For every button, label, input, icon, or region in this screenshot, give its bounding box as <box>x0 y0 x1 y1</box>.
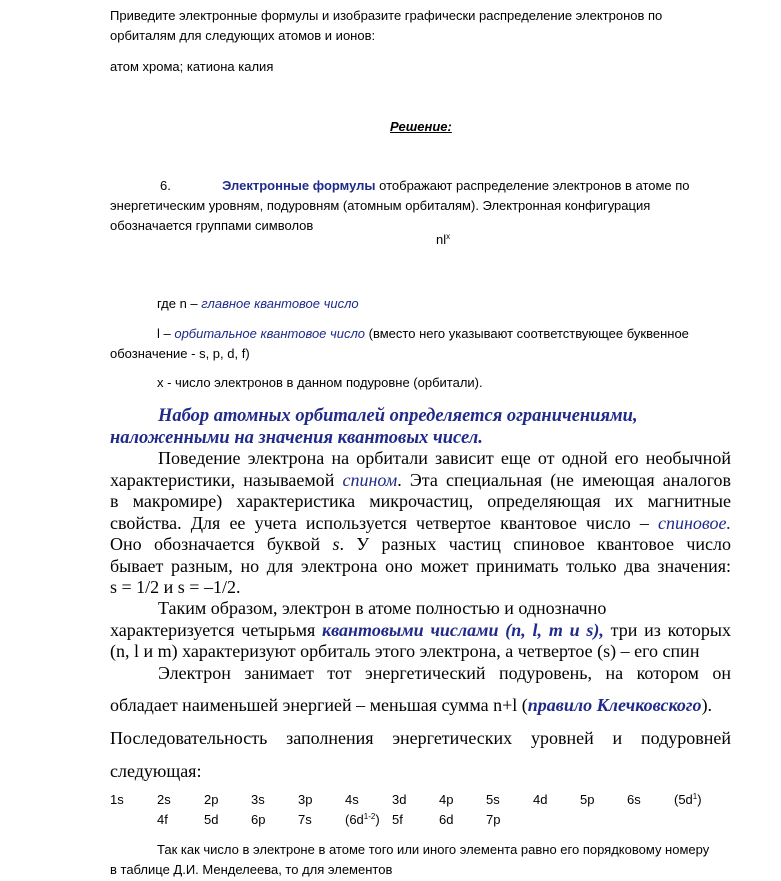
sequence-item: 6p <box>251 812 266 827</box>
legend-n <box>157 294 359 314</box>
legend-l-prefix: l – <box>157 326 175 341</box>
spin-line-6: бывает разным, но для электрона оно может принимать только два значения: <box>110 555 731 576</box>
sequence-item-6d-close: ) <box>375 812 380 827</box>
legend-l-rest: (вместо него указывают соответствующее буквенное <box>365 326 689 341</box>
qn-line-5 <box>110 694 731 716</box>
item-6-line-3: обозначается группами символов <box>110 218 314 233</box>
qn-line-4: Электрон занимает тот энергетический подуровень, на котором он <box>158 662 731 683</box>
spin-line-2 <box>110 470 731 492</box>
sequence-item-5d-close: ) <box>697 792 702 807</box>
qn-line-2c: три из которых <box>603 619 731 640</box>
spin-line-5c: . У разных частиц спиновое квантовое число <box>339 534 731 554</box>
qn-line-2a: характеризуется четырьмя <box>110 619 323 640</box>
sequence-item: 5s <box>486 792 500 807</box>
spin-line-2a: характеристики, называемой <box>110 469 343 490</box>
legend-l <box>110 324 689 364</box>
qn-line-5c: ). <box>701 695 713 715</box>
sequence-item: 3p <box>298 792 313 807</box>
orbital-qn-term: орбитальное квантовое число <box>174 326 366 341</box>
task-line-1: Приведите электронные формулы и изобразите графически распределение электронов по <box>110 8 663 23</box>
sequence-row-1 <box>0 790 781 810</box>
electron-formulas-term: Электронные формулы <box>222 178 376 193</box>
sequence-item: 3d <box>392 792 407 807</box>
sequence-item-5d-base: (5d <box>674 792 693 807</box>
formula-base: nl <box>436 232 447 247</box>
legend-x: х - число электронов в данном подуровне (орбитали). <box>157 375 483 390</box>
spin-values: s = 1/2 и s = –1/2. <box>110 577 241 597</box>
formula-sup: x <box>446 232 451 241</box>
sequence-item: 6s <box>627 792 641 807</box>
footer-line-2: в таблице Д.И. Менделеева, то для элементов <box>110 862 393 877</box>
footer-line-1: Так как число в электроне в атоме того или иного элемента равно его порядковому номеру <box>157 842 710 857</box>
orbitals-heading-line-1: Набор атомных орбиталей определяется ограничениями, <box>158 406 638 426</box>
sequence-item: 4s <box>345 792 359 807</box>
sequence-item: 3s <box>251 792 265 807</box>
spin-line-2c: . Эта специальная (не имеющая аналогов <box>397 469 731 490</box>
sequence-item: 5d <box>204 812 219 827</box>
sequence-item: 4d <box>533 792 548 807</box>
orbitals-heading <box>110 406 638 449</box>
quantum-numbers-term: квантовыми числами (n, l, m и s), <box>322 619 604 640</box>
spin-line-5a: Оно обозначается буквой <box>110 534 333 554</box>
spin-line-4a: свойства. Для ее учета используется четвертое квантовое число – <box>110 512 659 533</box>
sequence-row-2 <box>0 810 781 830</box>
sequence-item: 2p <box>204 792 219 807</box>
spin-term: спином <box>342 469 398 490</box>
qn-line-6: Последовательность заполнения энергетических уровней и подуровней <box>110 728 731 748</box>
sequence-item-5d-sup: 1 <box>692 792 698 801</box>
qn-line-2 <box>110 620 731 642</box>
spin-line-3: в макромире) характеристика микрочастиц, определяющая их магнитные <box>110 491 731 511</box>
sequence-item: 5p <box>580 792 595 807</box>
qn-line-5a: обладает наименьшей энергией – меньшая сумма n+l ( <box>110 695 528 715</box>
task-line-2: орбиталям для следующих атомов и ионов: <box>110 28 376 43</box>
item-number: 6. <box>160 178 171 193</box>
qn-line-3: (n, l и m) характеризуют орбиталь этого электрона, а четвертое (s) – его спин <box>110 641 700 661</box>
spin-line-4 <box>110 513 731 535</box>
item-6-line-2: энергетическим уровням, подуровням (атомным орбиталям). Электронная конфигурация <box>110 198 651 213</box>
legend-n-prefix: где n – <box>157 296 202 311</box>
orbitals-heading-line-2: наложенными на значения квантовых чисел. <box>110 427 483 448</box>
solution-heading: Решение: <box>390 119 452 134</box>
task-atoms: атом хрома; катиона калия <box>110 59 274 74</box>
sequence-item: 4f <box>157 812 168 827</box>
qn-line-7: следующая: <box>110 761 202 781</box>
spin-line-5 <box>110 534 731 556</box>
sequence-item-6d <box>345 810 380 830</box>
legend-l-line-2: обозначение - s, p, d, f) <box>110 346 250 361</box>
klechkovsky-rule-term: правило Клечковского <box>527 695 702 715</box>
sequence-item: 6d <box>439 812 454 827</box>
spin-symbol: s <box>332 534 340 554</box>
sequence-item-6d-base: (6d <box>345 812 364 827</box>
task-text <box>110 6 662 46</box>
sequence-item: 4p <box>439 792 454 807</box>
qn-line-1: Таким образом, электрон в атоме полностью и однозначно <box>158 598 607 618</box>
sequence-item: 2s <box>157 792 171 807</box>
principal-qn-term: главное квантовое число <box>201 296 359 311</box>
sequence-item-5d <box>674 790 702 810</box>
formula-nlx <box>436 230 450 250</box>
sequence-item-6d-sup: 1-2 <box>363 812 376 821</box>
sequence-item: 7p <box>486 812 501 827</box>
item-6-text: отображают распределение электронов в атоме по <box>375 178 690 193</box>
spin-line-1: Поведение электрона на орбитали зависит еще от одной его необычной <box>158 448 731 468</box>
spin-qn-term: спиновое. <box>658 512 731 533</box>
sequence-item: 7s <box>298 812 312 827</box>
item-6 <box>110 176 710 236</box>
sequence-item: 1s <box>110 792 124 807</box>
qn-paragraph <box>110 598 731 684</box>
spin-paragraph <box>110 448 731 599</box>
sequence-item: 5f <box>392 812 403 827</box>
footer-text <box>110 840 750 880</box>
